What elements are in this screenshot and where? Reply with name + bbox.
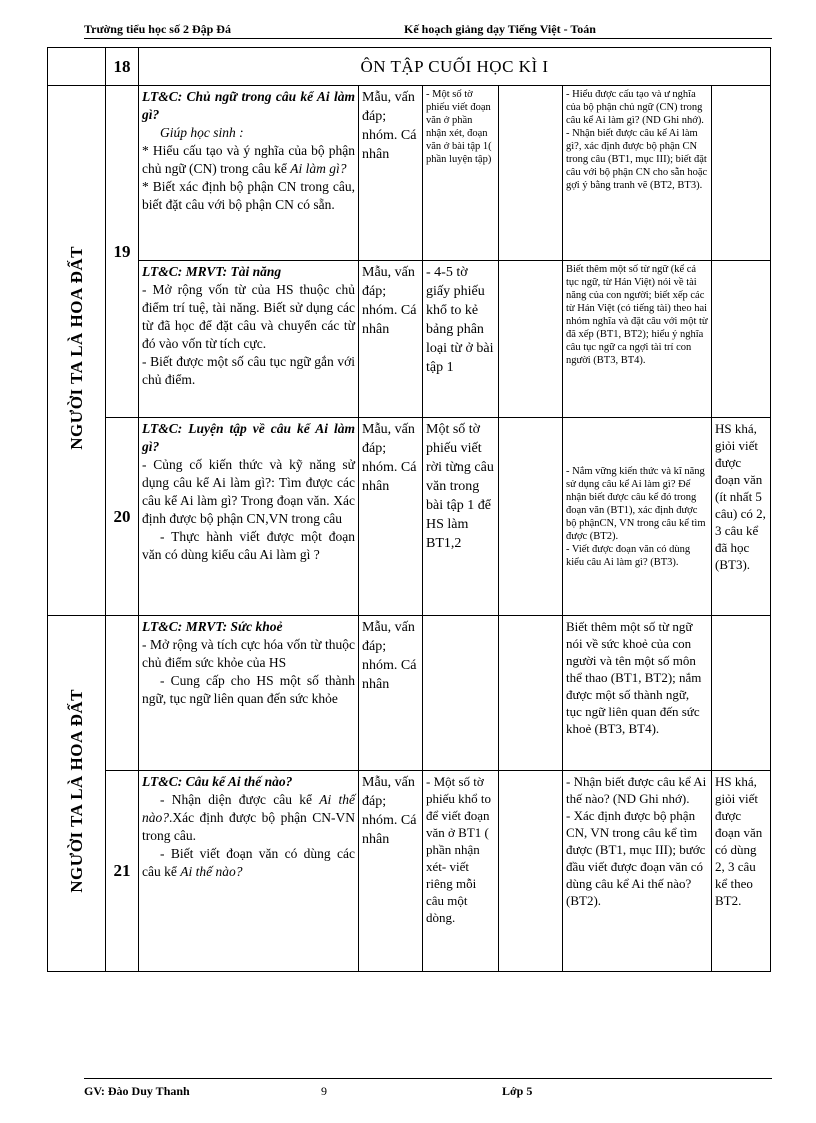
requirement-text: - Nhận biết được câu kể Ai thế nào? (ND Ghi nhớ). (566, 774, 707, 806)
teaching-materials: Một số tờ phiếu viết rời từng câu văn trong bài tập 1 để HS làm BT1,2 (423, 418, 499, 616)
table-row (48, 48, 771, 86)
table-row (48, 771, 771, 972)
page-number: 9 (321, 1084, 327, 1098)
requirement-text: - Xác định được bộ phận CN, VN trong câu kể tìm được (BT1, mục III); bước đầu viết được đoạn văn có dùng câu kể Ai thế nào? (BT2). (566, 808, 706, 908)
lesson-objective: - Mở rộng vốn từ của HS thuộc chủ điểm trí tuệ, tài năng. Biết sử dụng các từ đã học để đặt câu và chuyển các từ đó vào vốn từ tích cực. (142, 282, 355, 351)
objective-text: .Xác định được bộ phận CN-VN trong câu. (142, 810, 355, 843)
class-label: Lớp 5 (502, 1084, 533, 1098)
lesson-objective (142, 142, 355, 178)
objective-text: - Nhận diện được câu kể (160, 792, 320, 807)
lesson-content (139, 418, 359, 616)
table-row (48, 616, 771, 771)
lesson-title: LT&C: Luyện tập về câu kể Ai làm gì? (142, 421, 355, 454)
lesson-content (139, 616, 359, 771)
lesson-objective (142, 791, 355, 845)
lesson-requirements: Biết thêm một số từ ngữ nói về sức khoẻ của con người và tên một số môn thể thao (BT1, BT2); nắm được một số thành ngữ, tục ngữ liên quan đến sức khoẻ (BT3, BT4). (563, 616, 712, 771)
teacher-name: GV: Đào Duy Thanh (84, 1084, 190, 1098)
lesson-objective (142, 845, 355, 881)
empty-cell (499, 616, 563, 771)
teaching-materials: - Một số tờ phiếu khổ to để viết đoạn văn ở BT1 ( phần nhận xét- viết riêng mỗi câu một dòng. (423, 771, 499, 972)
lesson-objective: - Thực hành viết được một đoạn văn có dùng kiểu câu Ai làm gì ? (142, 529, 355, 562)
table-row (48, 418, 771, 616)
table-row (48, 86, 771, 261)
lesson-objective: * Biết xác định bộ phận CN trong câu, biết đặt câu với bộ phận CN có sẵn. (142, 179, 355, 212)
objective-italic: Ai thế nào? (142, 792, 355, 825)
requirement-text: - Nắm vững kiến thức và kĩ năng sử dụng câu kể Ai làm gì? Để nhận biết được câu kể đó trong đoạn văn (BT1), xác định được bộ phậnCN, VN trong câu kể tìm được (BT2). (566, 465, 706, 542)
teaching-method: Mẫu, vấn đáp; nhóm. Cá nhân (359, 86, 423, 261)
empty-cell (499, 771, 563, 972)
lesson-title: LT&C: MRVT: Tài năng (142, 264, 282, 279)
teaching-method: Mẫu, vấn đáp; nhóm. Cá nhân (359, 616, 423, 771)
empty-cell (423, 616, 499, 771)
page-footer (84, 1078, 772, 1101)
objective-italic: Ai làm gì? (290, 161, 347, 176)
document-subject: Kế hoạch giảng dạy Tiếng Việt - Toán (404, 22, 596, 36)
requirement-text: - Viết được đoạn văn có dùng kiểu câu Ai làm gì? (BT3). (566, 543, 691, 568)
objective-italic: Ai thế nào? (180, 864, 243, 879)
topic-label: NGƯỜI TA LÀ HOA ĐẤT (66, 246, 86, 450)
lesson-objective: - Mở rộng và tích cực hóa vốn từ thuộc chủ điểm sức khỏe của HS (142, 637, 355, 670)
objective-text: - Biết viết đoạn văn có dùng các câu kể (142, 846, 355, 879)
lesson-objective: - Củng cố kiến thức và kỹ năng sử dụng câu kể Ai làm gì?: Tìm được các câu kể Ai làm gì? Trong đoạn văn. Xác định được bộ phận CN,VN trong câu (142, 457, 355, 526)
lesson-plan-table (47, 47, 771, 972)
lesson-requirements (563, 418, 712, 616)
teaching-method: Mẫu, vấn đáp; nhóm. Cá nhân (359, 771, 423, 972)
empty-cell (499, 86, 563, 261)
week-number: 20 (106, 418, 139, 616)
week-number: 19 (106, 86, 139, 418)
topic-label: NGƯỜI TA LÀ HOA ĐẤT (66, 689, 86, 893)
empty-cell (499, 418, 563, 616)
teaching-materials: - 4-5 tờ giấy phiếu khổ to kẻ bảng phân loại từ ở bài tập 1 (423, 261, 499, 418)
empty-cell (499, 261, 563, 418)
teaching-method: Mẫu, vấn đáp; nhóm. Cá nhân (359, 418, 423, 616)
lesson-requirements: - Hiểu được cấu tạo và ư nghĩa của bộ phận chủ ngữ (CN) trong câu kể Ai làm gì? (ND Ghi nhớ). - Nhận biết được câu kể Ai làm gì?, xác định được bộ phận CN trong câu (BT1, mục III); biết đặt câu với bộ phận CN cho sẵn hoặc gợi ý bằng tranh vẽ (BT2, BT3). (563, 86, 712, 261)
school-name: Trường tiểu học số 2 Đập Đá (84, 22, 231, 36)
empty-cell (48, 48, 106, 86)
table-row (48, 261, 771, 418)
objective-text: * Hiểu cấu tạo và ý nghĩa của bộ phận chủ ngữ (CN) trong câu kể (142, 143, 355, 176)
teaching-materials: - Một số tờ phiếu viết đoạn văn ở phần nhận xét, đoạn văn ở bài tập 1( phần luyện tập) (423, 86, 499, 261)
week-number: 18 (106, 48, 139, 86)
lesson-title: LT&C: MRVT: Sức khoẻ (142, 619, 283, 634)
advanced-note: HS khá, giỏi viết được đoạn văn (ít nhất 5 câu) có 2, 3 câu kể đã học (BT3). (712, 418, 771, 616)
lesson-content (139, 86, 359, 261)
page-header (84, 20, 772, 39)
review-heading: ÔN TẬP CUỐI HỌC KÌ I (139, 48, 771, 86)
lesson-intro: Giúp học sinh : (160, 125, 244, 140)
lesson-content (139, 261, 359, 418)
topic-cell (48, 616, 106, 972)
lesson-title: LT&C: Chủ ngữ trong câu kể Ai làm gì? (142, 89, 355, 122)
lesson-objective: - Cung cấp cho HS một số thành ngữ, tục ngữ liên quan đến sức khỏe (142, 673, 355, 706)
lesson-objective: - Biết được một số câu tục ngữ gắn với chủ điểm. (142, 354, 355, 387)
lesson-content (139, 771, 359, 972)
teaching-method: Mẫu, vấn đáp; nhóm. Cá nhân (359, 261, 423, 418)
advanced-note: HS khá, giỏi viết được đoạn văn có dùng 2, 3 câu kể theo BT2. (712, 771, 771, 972)
empty-cell (106, 616, 139, 771)
empty-cell (712, 616, 771, 771)
lesson-requirements: Biết thêm một số từ ngữ (kể cả tục ngữ, từ Hán Việt) nói về tài năng của con người; biết xếp các từ Hán Việt (có tiếng tài) theo hai nhóm nghĩa và đặt câu với một từ đã xếp (BT1, BT2); hiểu ý nghĩa câu tục ngữ ca ngợi tài trí con người (BT3, BT4). (563, 261, 712, 418)
lesson-title: LT&C: Câu kể Ai thế nào? (142, 774, 293, 789)
lesson-requirements (563, 771, 712, 972)
empty-cell (712, 86, 771, 261)
week-number: 21 (106, 771, 139, 972)
topic-cell (48, 86, 106, 616)
empty-cell (712, 261, 771, 418)
